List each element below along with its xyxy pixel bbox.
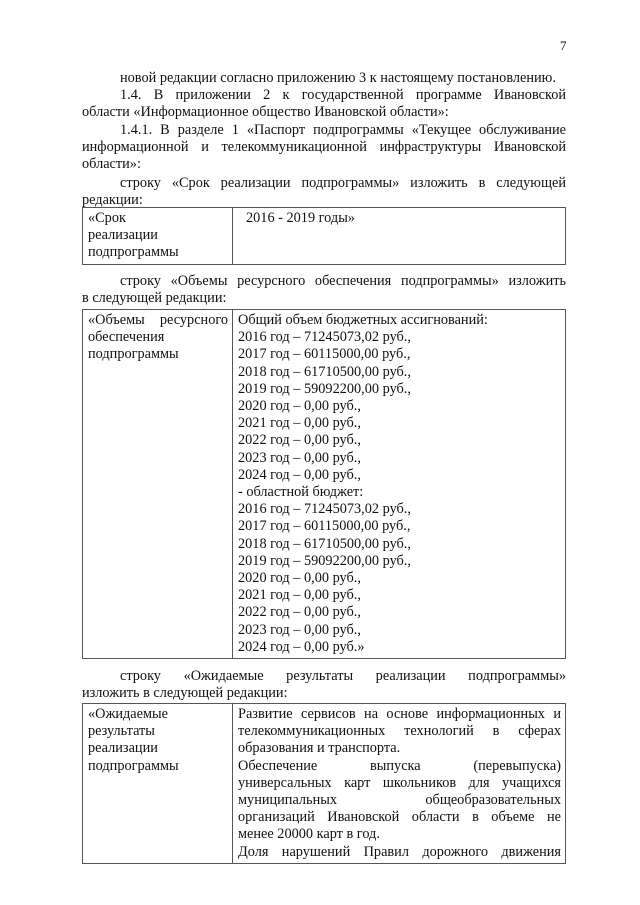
cell-line: 2020 год – 0,00 руб., — [238, 398, 361, 415]
cell-line: «Срок — [88, 210, 126, 226]
paragraph-line: изложить в следующей редакции: — [82, 685, 288, 702]
cell-line: организаций Ивановской области в объеме не — [238, 809, 561, 826]
paragraph-line: строку «Срок реализации подпрограммы» изложить в следующей — [120, 175, 566, 191]
cell-line: менее 20000 карт в год. — [238, 826, 380, 843]
cell-line: 2021 год – 0,00 руб., — [238, 587, 361, 604]
cell-line: 2023 год – 0,00 руб., — [238, 449, 361, 466]
paragraph-line: области «Информационное общество Ивановской области»: — [82, 104, 449, 121]
paragraph-line: 1.4.1. В разделе 1 «Паспорт подпрограммы «Текущее обслуживание — [120, 122, 566, 138]
cell-line: - областной бюджет: — [238, 484, 364, 501]
cell-line: «Ожидаемые — [88, 706, 168, 722]
cell-line: образования и транспорта. — [238, 740, 401, 757]
paragraph-line: строку «Ожидаемые результаты реализации подпрограммы» — [120, 668, 566, 684]
cell-line: 2016 год – 71245073,02 руб., — [238, 329, 411, 346]
cell-line: 2018 год – 61710500,00 руб., — [238, 363, 411, 380]
cell-line: реализации — [88, 740, 158, 757]
cell-line: Обеспечение выпуска (перевыпуска) — [238, 757, 561, 774]
cell-line: 2016 - 2019 годы» — [246, 210, 355, 226]
cell-line: 2022 год – 0,00 руб., — [238, 604, 361, 621]
paragraph-ozhidaemye — [82, 668, 566, 702]
paragraph-continuation: новой редакции согласно приложению 3 к настоящему постановлению. — [120, 70, 556, 86]
page-number: 7 — [560, 38, 567, 53]
table-cell-label — [83, 208, 233, 265]
cell-line: результаты — [88, 723, 155, 740]
paragraph-line: области»: — [82, 156, 141, 173]
cell-line: 2024 год – 0,00 руб., — [238, 466, 361, 483]
paragraph-srok — [82, 175, 566, 209]
table-row — [83, 208, 566, 265]
cell-line: Общий объем бюджетных ассигнований: — [238, 312, 488, 328]
table-cell-value — [233, 704, 566, 864]
cell-line: муниципальных общеобразовательных — [238, 792, 561, 809]
cell-line: 2023 год – 0,00 руб., — [238, 621, 361, 638]
cell-line: реализации — [88, 227, 158, 244]
table-srok — [82, 207, 566, 265]
cell-line: 2021 год – 0,00 руб., — [238, 415, 361, 432]
paragraph-line: редакции: — [82, 192, 143, 209]
paragraph-1-4-1 — [82, 122, 566, 174]
paragraph-1-4 — [82, 87, 566, 121]
cell-line: 2017 год – 60115000,00 руб., — [238, 346, 411, 363]
table-cell-value — [233, 310, 566, 659]
cell-line: 2019 год – 59092200,00 руб., — [238, 552, 411, 569]
table-cell-label — [83, 704, 233, 864]
table-obemy — [82, 309, 566, 659]
table-row — [83, 310, 566, 659]
table-row — [83, 704, 566, 864]
cell-line: 2022 год – 0,00 руб., — [238, 432, 361, 449]
cell-line: 2017 год – 60115000,00 руб., — [238, 518, 411, 535]
paragraph-line: 1.4. В приложении 2 к государственной программе Ивановской — [120, 87, 566, 103]
table-cell-label — [83, 310, 233, 659]
cell-line: подпрограммы — [88, 244, 179, 261]
cell-line: 2019 год – 59092200,00 руб., — [238, 380, 411, 397]
paragraph-obemy — [82, 273, 566, 307]
cell-line: универсальных карт школьников для учащихся — [238, 774, 561, 791]
cell-line: 2016 год – 71245073,02 руб., — [238, 501, 411, 518]
cell-line: Развитие сервисов на основе информационных и — [238, 706, 561, 722]
paragraph-line: информационной и телекоммуникационной инфраструктуры Ивановской — [82, 139, 566, 156]
cell-line: 2024 год – 0,00 руб.» — [238, 638, 365, 655]
cell-line: 2018 год – 61710500,00 руб., — [238, 535, 411, 552]
table-ozhidaemye — [82, 703, 566, 864]
cell-line: телекоммуникационных технологий в сферах — [238, 723, 561, 740]
cell-line: 2020 год – 0,00 руб., — [238, 570, 361, 587]
cell-line: «Объемы ресурсного — [88, 312, 228, 328]
table-cell-value — [233, 208, 566, 265]
cell-line: Доля нарушений Правил дорожного движения — [238, 843, 561, 860]
cell-line: подпрограммы — [88, 757, 179, 774]
cell-line: обеспечения — [88, 329, 165, 346]
paragraph-line: строку «Объемы ресурсного обеспечения подпрограммы» изложить — [120, 273, 566, 289]
paragraph-line: в следующей редакции: — [82, 290, 227, 307]
cell-line: подпрограммы — [88, 346, 179, 363]
